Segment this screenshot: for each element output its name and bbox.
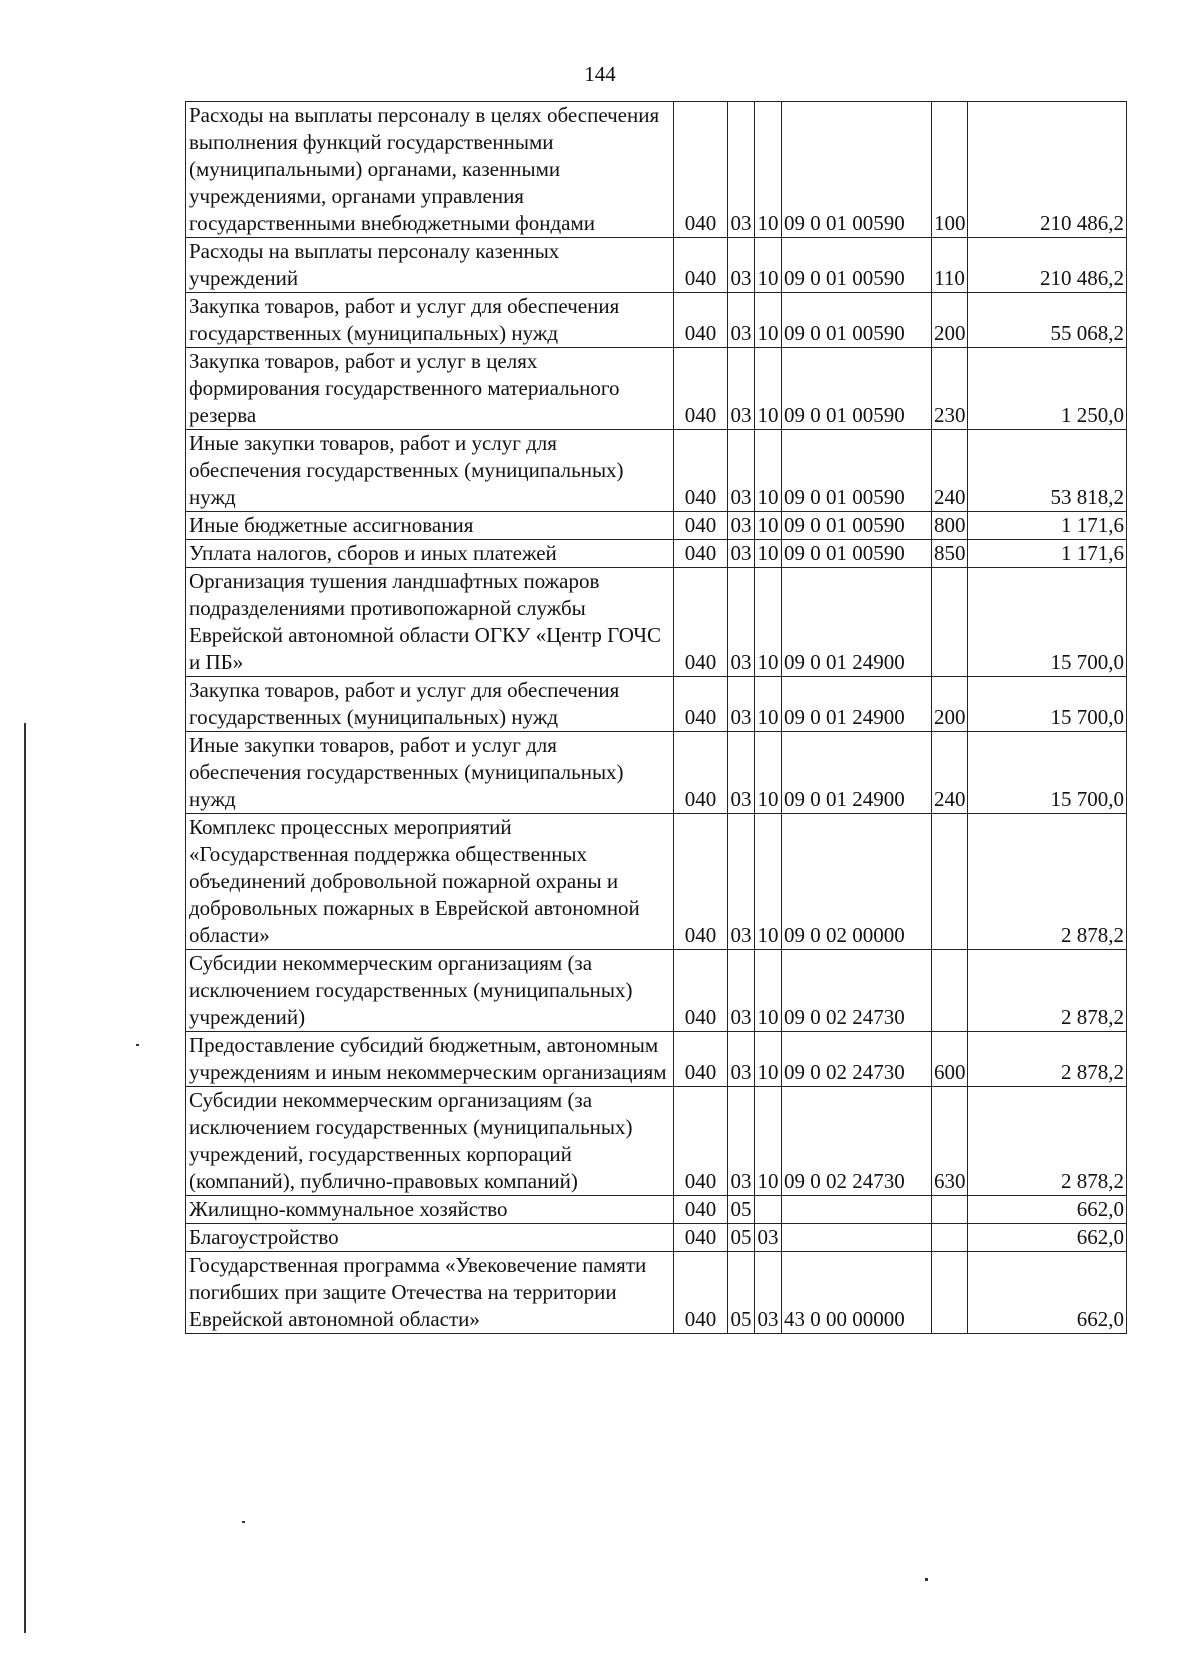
subsection-code: 10 [755, 293, 782, 348]
amount: 210 486,2 [968, 238, 1127, 293]
subsection-code: 10 [755, 950, 782, 1032]
subsection-code [755, 1196, 782, 1224]
ministry-code: 040 [674, 540, 728, 568]
ministry-code: 040 [674, 1087, 728, 1196]
section-code: 03 [728, 1032, 755, 1087]
row-description: Субсидии некоммерческим организациям (за исключением государственных (муниципальных) учреждений) [186, 950, 674, 1032]
subsection-code: 10 [755, 732, 782, 814]
scan-margin-line [24, 723, 26, 1633]
subsection-code: 03 [755, 1252, 782, 1334]
section-code: 03 [728, 568, 755, 677]
section-code: 03 [728, 102, 755, 238]
expense-type-code: 600 [932, 1032, 968, 1087]
subsection-code: 10 [755, 677, 782, 732]
target-article-code: 09 0 02 24730 [782, 1032, 932, 1087]
section-code: 05 [728, 1196, 755, 1224]
table-row [186, 430, 1127, 512]
table-row [186, 568, 1127, 677]
ministry-code: 040 [674, 1224, 728, 1252]
ministry-code: 040 [674, 814, 728, 950]
table-row [186, 1252, 1127, 1334]
amount: 1 171,6 [968, 512, 1127, 540]
expense-type-code: 230 [932, 348, 968, 430]
section-code: 03 [728, 677, 755, 732]
ministry-code: 040 [674, 293, 728, 348]
row-description: Закупка товаров, работ и услуг в целях формирования государственного материального резерва [186, 348, 674, 430]
subsection-code: 10 [755, 1087, 782, 1196]
target-article-code: 09 0 01 00590 [782, 293, 932, 348]
target-article-code [782, 1224, 932, 1252]
ministry-code: 040 [674, 430, 728, 512]
amount: 2 878,2 [968, 814, 1127, 950]
table-row [186, 732, 1127, 814]
expense-type-code [932, 1252, 968, 1334]
table-row [186, 293, 1127, 348]
expense-type-code [932, 568, 968, 677]
row-description: Уплата налогов, сборов и иных платежей [186, 540, 674, 568]
expense-type-code: 100 [932, 102, 968, 238]
table-row [186, 1087, 1127, 1196]
ministry-code: 040 [674, 512, 728, 540]
section-code: 03 [728, 238, 755, 293]
section-code: 05 [728, 1252, 755, 1334]
amount: 662,0 [968, 1252, 1127, 1334]
row-description: Расходы на выплаты персоналу казенных учреждений [186, 238, 674, 293]
target-article-code [782, 1196, 932, 1224]
section-code: 03 [728, 348, 755, 430]
ministry-code: 040 [674, 348, 728, 430]
expense-type-code: 200 [932, 677, 968, 732]
target-article-code: 09 0 02 00000 [782, 814, 932, 950]
expense-type-code: 850 [932, 540, 968, 568]
target-article-code: 09 0 01 00590 [782, 540, 932, 568]
amount: 1 171,6 [968, 540, 1127, 568]
ministry-code: 040 [674, 677, 728, 732]
section-code: 03 [728, 430, 755, 512]
table-row [186, 814, 1127, 950]
row-description: Благоустройство [186, 1224, 674, 1252]
ministry-code: 040 [674, 568, 728, 677]
section-code: 03 [728, 540, 755, 568]
amount: 15 700,0 [968, 677, 1127, 732]
amount: 55 068,2 [968, 293, 1127, 348]
table-row [186, 1224, 1127, 1252]
row-description: Комплекс процессных мероприятий «Государственная поддержка общественных объединений добровольной пожарной охраны и добровольных пожарных в Еврейской автономной области» [186, 814, 674, 950]
row-description: Субсидии некоммерческим организациям (за исключением государственных (муниципальных) учреждений, государственных корпораций (компаний), публично-правовых компаний) [186, 1087, 674, 1196]
row-description: Жилищно-коммунальное хозяйство [186, 1196, 674, 1224]
table-row [186, 102, 1127, 238]
scan-speck [242, 1521, 245, 1523]
subsection-code: 10 [755, 512, 782, 540]
expense-type-code: 800 [932, 512, 968, 540]
subsection-code: 10 [755, 102, 782, 238]
expense-type-code [932, 1196, 968, 1224]
row-description: Расходы на выплаты персоналу в целях обеспечения выполнения функций государственными (муниципальными) органами, казенными учреждениями, органами управления государственными внебюджетными фондами [186, 102, 674, 238]
ministry-code: 040 [674, 1252, 728, 1334]
subsection-code: 10 [755, 568, 782, 677]
subsection-code: 10 [755, 540, 782, 568]
scan-speck [925, 1578, 928, 1581]
section-code: 03 [728, 950, 755, 1032]
target-article-code: 09 0 01 00590 [782, 238, 932, 293]
row-description: Иные закупки товаров, работ и услуг для обеспечения государственных (муниципальных) нужд [186, 430, 674, 512]
ministry-code: 040 [674, 950, 728, 1032]
subsection-code: 10 [755, 1032, 782, 1087]
ministry-code: 040 [674, 1032, 728, 1087]
expense-type-code: 200 [932, 293, 968, 348]
row-description: Закупка товаров, работ и услуг для обеспечения государственных (муниципальных) нужд [186, 293, 674, 348]
section-code: 03 [728, 293, 755, 348]
table-row [186, 1032, 1127, 1087]
target-article-code: 09 0 01 00590 [782, 430, 932, 512]
page-number: 144 [584, 62, 616, 86]
amount: 53 818,2 [968, 430, 1127, 512]
subsection-code: 10 [755, 430, 782, 512]
subsection-code: 10 [755, 348, 782, 430]
table-row [186, 677, 1127, 732]
row-description: Государственная программа «Увековечение памяти погибших при защите Отечества на территории Еврейской автономной области» [186, 1252, 674, 1334]
table-row [186, 950, 1127, 1032]
target-article-code: 09 0 02 24730 [782, 1087, 932, 1196]
row-description: Предоставление субсидий бюджетным, автономным учреждениям и иным некоммерческим организациям [186, 1032, 674, 1087]
section-code: 03 [728, 1087, 755, 1196]
subsection-code: 03 [755, 1224, 782, 1252]
amount: 15 700,0 [968, 568, 1127, 677]
section-code: 03 [728, 814, 755, 950]
table-row [186, 348, 1127, 430]
section-code: 03 [728, 512, 755, 540]
target-article-code: 09 0 01 00590 [782, 512, 932, 540]
amount: 2 878,2 [968, 1087, 1127, 1196]
expense-type-code: 110 [932, 238, 968, 293]
budget-table [185, 101, 1127, 1334]
amount: 2 878,2 [968, 1032, 1127, 1087]
row-description: Организация тушения ландшафтных пожаров подразделениями противопожарной службы Еврейской автономной области ОГКУ «Центр ГОЧС и ПБ» [186, 568, 674, 677]
expense-type-code [932, 814, 968, 950]
table-row [186, 1196, 1127, 1224]
section-code: 03 [728, 732, 755, 814]
row-description: Иные бюджетные ассигнования [186, 512, 674, 540]
table-row [186, 512, 1127, 540]
expense-type-code: 240 [932, 430, 968, 512]
table-row [186, 238, 1127, 293]
expense-type-code [932, 1224, 968, 1252]
target-article-code: 09 0 01 24900 [782, 677, 932, 732]
ministry-code: 040 [674, 732, 728, 814]
expense-type-code: 240 [932, 732, 968, 814]
scan-speck [136, 1044, 139, 1046]
row-description: Закупка товаров, работ и услуг для обеспечения государственных (муниципальных) нужд [186, 677, 674, 732]
expense-type-code: 630 [932, 1087, 968, 1196]
amount: 662,0 [968, 1196, 1127, 1224]
target-article-code: 43 0 00 00000 [782, 1252, 932, 1334]
amount: 1 250,0 [968, 348, 1127, 430]
subsection-code: 10 [755, 238, 782, 293]
target-article-code: 09 0 01 00590 [782, 102, 932, 238]
target-article-code: 09 0 01 24900 [782, 568, 932, 677]
budget-table-body [186, 102, 1127, 1334]
subsection-code: 10 [755, 814, 782, 950]
expense-type-code [932, 950, 968, 1032]
amount: 662,0 [968, 1224, 1127, 1252]
ministry-code: 040 [674, 1196, 728, 1224]
target-article-code: 09 0 01 24900 [782, 732, 932, 814]
section-code: 05 [728, 1224, 755, 1252]
amount: 2 878,2 [968, 950, 1127, 1032]
table-row [186, 540, 1127, 568]
ministry-code: 040 [674, 102, 728, 238]
row-description: Иные закупки товаров, работ и услуг для обеспечения государственных (муниципальных) нужд [186, 732, 674, 814]
amount: 15 700,0 [968, 732, 1127, 814]
ministry-code: 040 [674, 238, 728, 293]
target-article-code: 09 0 02 24730 [782, 950, 932, 1032]
amount: 210 486,2 [968, 102, 1127, 238]
target-article-code: 09 0 01 00590 [782, 348, 932, 430]
